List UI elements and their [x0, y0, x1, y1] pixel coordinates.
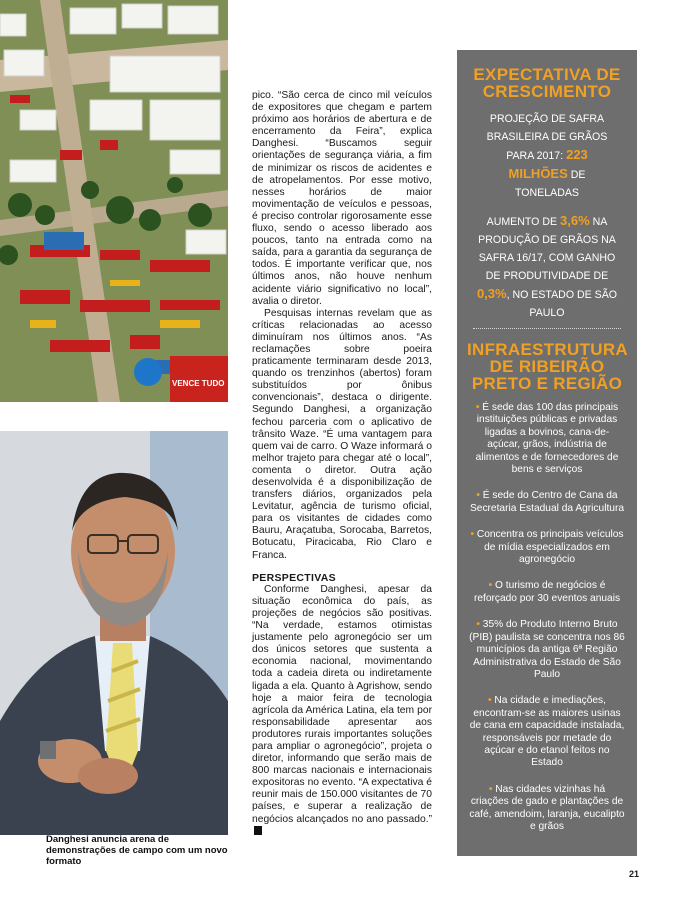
- banner-text: VENCE TUDO: [172, 379, 225, 388]
- stat-text: DE TONELADAS: [515, 169, 586, 199]
- list-item: [457, 402, 637, 476]
- bullet-dot-icon: •: [476, 490, 483, 502]
- stat-text: PROJEÇÃO DE SAFRA BRASILEIRA DE GRÃOS PARA 2017:: [486, 113, 608, 162]
- stat-value: 0,3%: [476, 286, 507, 301]
- dotted-divider: [473, 328, 621, 329]
- article-body: [252, 90, 432, 838]
- list-item-text: Concentra os principais veículos de mídia especializados em agronegócio: [476, 529, 624, 566]
- bullet-dot-icon: •: [476, 619, 483, 631]
- sidebar-box: [457, 50, 637, 856]
- sidebar-title-infrastructure: INFRAESTRUTURA DE RIBEIRÃO PRETO E REGIÃO: [467, 340, 628, 393]
- article-text: Conforme Danghesi, apesar da situação econômica do país, as projeções de negócios são positivas. “Na verdade, estamos otimistas justamente pelo agronegócio ser um dos únicos setores que sustenta a economia nacional, movimentando toda a cadeia direta ou indiretamente ligada a ela. Quanto à Agrishow, sendo hoje a maior feira de tecnologia agrícola da América Latina, ela tem por responsabilidade apresentar aos produtores rurais importantes soluções para ampliar o agronegócio”, projeta o diretor, informando que serão mais de 800 marcas nacionais e internacionais expositoras no evento. “A expectativa é reunir mais de 150.000 visitantes de 70 países, e superar a realização de negócios alcançados no ano passado.”: [252, 583, 432, 825]
- sidebar-title-growth: EXPECTATIVA DE CRESCIMENTO: [473, 65, 621, 101]
- list-item: [457, 695, 637, 769]
- bullet-dot-icon: •: [488, 580, 495, 592]
- stat-value: 223 MILHÕES: [508, 147, 588, 181]
- article-paragraph: pico. “São cerca de cinco mil veículos de expositores que chegam e partem próximo aos horários de abertura e de encerramento da Feira”, explica Danghesi. “Buscamos seguir orientações de segurança viária, a fim de minimizar os riscos de acidentes e de atropelamentos. Por esse motivo, nesses horários de maior movimentação de veículos e pessoas, é preciso controlar rigorosamente esse fluxo, sendo o acesso liberado aos poucos, tanto na entrada como na saída, para a garantia da segurança de todos. É importante verificar que, nos últimos anos, não houve nenhum acidente viário significativo no local”, avalia o diretor.: [252, 90, 432, 307]
- list-item-text: O turismo de negócios é reforçado por 30 eventos anuais: [473, 580, 621, 604]
- list-item-text: É sede do Centro de Cana da Secretaria Estadual da Agricultura: [469, 490, 625, 514]
- article-paragraph: [252, 584, 432, 838]
- list-item-text: Nas cidades vizinhas há criações de gado e plantações de café, amendoim, laranja, eucalipto e grãos: [469, 783, 625, 832]
- harvest-projection: [457, 110, 637, 202]
- bullet-dot-icon: •: [488, 783, 496, 795]
- list-item: [457, 529, 637, 566]
- portrait-photo: [0, 431, 228, 835]
- list-item-text: É sede das 100 das principais instituições públicas e privadas ligadas a bovinos, cana-de-açúcar, grãos, indústria de alimentos e de fornecedores de bens e serviços: [475, 402, 619, 476]
- bullet-dot-icon: •: [470, 529, 477, 541]
- article-paragraph: Pesquisas internas revelam que as críticas relacionadas ao acesso diminuíram nos últimos anos. “As reclamações sobre poeira praticamente terminaram desde 2013, quando os trenzinhos (abertos) foram substituídos por ônibus convencionais”, destaca o dirigente. Segundo Danghesi, a organização fechou parceria com o aplicativo de trânsito Waze. “É uma vantagem para quem vai de carro. O Waze informará o melhor trajeto para chegar até o local”, comenta o diretor. Outra ação desenvolvida é a disponibilização de transfers diários, organizados pela Levitatur, agência de turismo oficial, para os visitantes de cidades como Bauru, Araçatuba, Sorocaba, Barretos, Botucatu, Piracicaba, Rio Claro e Franca.: [252, 307, 432, 561]
- list-item: [457, 490, 637, 515]
- stat-text: NA PRODUÇÃO DE GRÃOS NA SAFRA 16/17, COM GANHO DE PRODUTIVIDADE DE: [478, 216, 616, 282]
- end-mark-icon: [254, 826, 262, 835]
- portrait-illustration: [0, 431, 228, 835]
- page-number: 21: [629, 869, 640, 879]
- infrastructure-list: [457, 402, 637, 833]
- stat-text: AUMENTO DE: [486, 216, 558, 228]
- bullet-dot-icon: •: [475, 402, 483, 413]
- stat-text: , NO ESTADO DE SÃO PAULO: [506, 289, 618, 319]
- list-item: [457, 619, 637, 681]
- production-growth: [457, 212, 637, 322]
- fair-aerial-photo: [0, 0, 228, 402]
- stat-value: 3,6%: [560, 213, 590, 228]
- section-subheading: PERSPECTIVAS: [252, 571, 336, 584]
- list-item-text: 35% do Produto Interno Bruto (PIB) paulista se concentra nos 86 municípios da antiga 6ª Região Administrativa do Estado de São Paulo: [469, 619, 625, 680]
- list-item: [457, 580, 637, 605]
- bullet-dot-icon: •: [488, 695, 495, 707]
- fair-aerial-illustration: [0, 0, 228, 402]
- photo-caption: Danghesi anuncia arena de demonstrações de campo com um novo formato: [46, 834, 228, 867]
- list-item: [457, 784, 637, 834]
- list-item-text: Na cidade e imediações, encontram-se as maiores usinas de cana em capacidade instalada, responsáveis por metade do açúcar e do etanol feitos no Estado: [469, 695, 625, 769]
